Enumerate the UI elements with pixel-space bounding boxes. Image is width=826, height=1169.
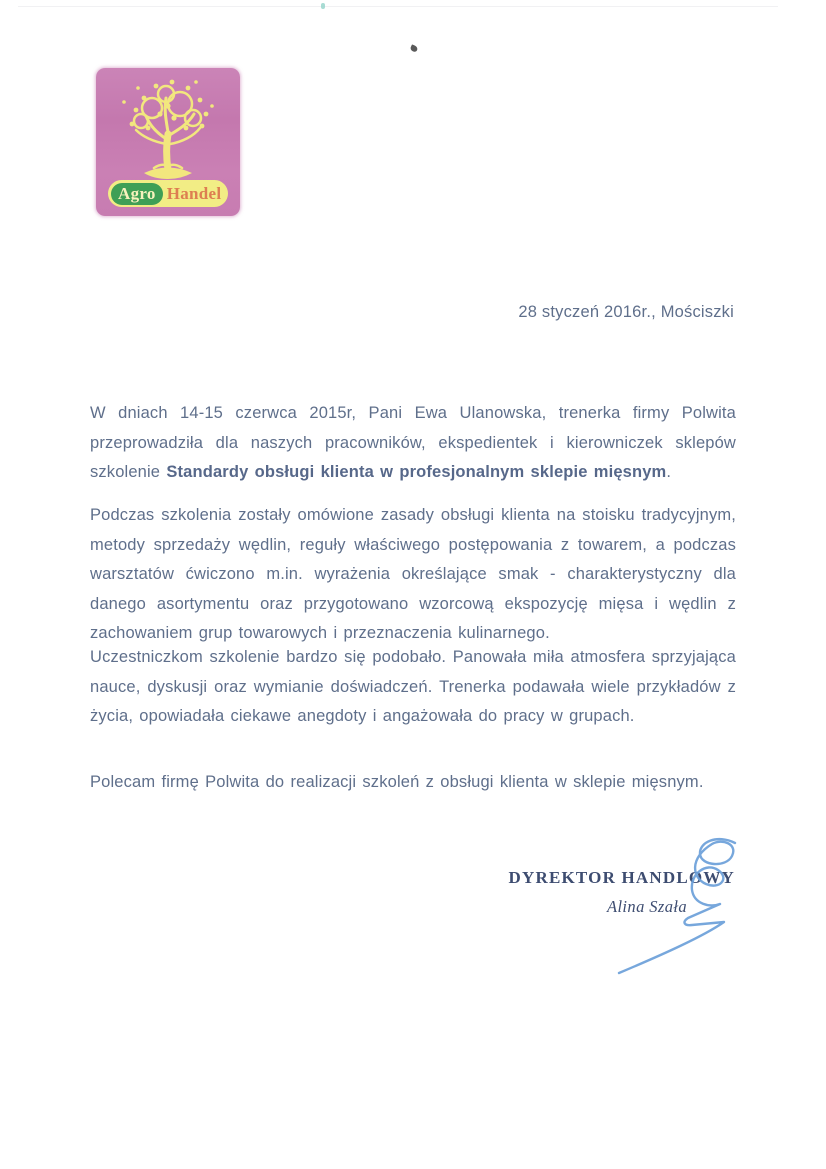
paragraph-training-content: Podczas szkolenia zostały omówione zasady obsługi klienta na stoisku tradycyjnym, metody sprzedaży wędlin, reguły właściwego postępowania z towarem, a podczas warsztatów ćwiczono m.in. wyrażenia określające smak - charakterystyczny dla danego asortymentu oraz przygotowano wzorcową ekspozycję mięsa i wędlin z zachowaniem grup towarowych i przeznaczenia kulinarnego. <box>90 506 736 642</box>
scan-artifact-dark-speck <box>410 44 419 52</box>
paragraph-participants-feedback: Uczestniczkom szkolenie bardzo się podobało. Panowała miła atmosfera sprzyjająca nauce, dyskusji oraz wymianie doświadczeń. Trenerka podawała wiele przykładów z życia, opowiadała ciekawe anegdoty i angażowała do pracy w grupach. <box>90 648 736 725</box>
scan-artifact-line <box>18 6 778 7</box>
logo-agro-label: Agro <box>111 183 163 205</box>
logo-name-pill <box>108 180 228 207</box>
logo-handel-label: Handel <box>166 183 222 203</box>
tree-icon <box>108 74 228 180</box>
scan-artifact-cyan-speck <box>321 3 325 9</box>
signer-job-title: DYREKTOR HANDLOWY <box>508 868 735 887</box>
paragraph1-closing-period: . <box>666 463 672 481</box>
paragraph1-bold-course-title: Standardy obsługi klienta w profesjonalnym sklepie mięsnym <box>166 463 667 481</box>
paragraph-training-intro <box>90 399 736 488</box>
paragraph-recommendation: Polecam firmę Polwita do realizacji szkoleń z obsługi klienta w sklepie mięsnym. <box>90 773 704 791</box>
agro-handel-logo <box>96 68 240 216</box>
date-line: 28 styczeń 2016r., Mościszki <box>518 303 734 321</box>
signer-name: Alina Szała <box>606 897 687 916</box>
paragraph1-regular-text: W dniach 14-15 czerwca 2015r, Pani Ewa Ulanowska, trenerka firmy Polwita przeprowadziła dla naszych pracowników, ekspedientek i kierowniczek sklepów szkolenie <box>90 404 736 481</box>
handwritten-signature <box>603 833 753 983</box>
